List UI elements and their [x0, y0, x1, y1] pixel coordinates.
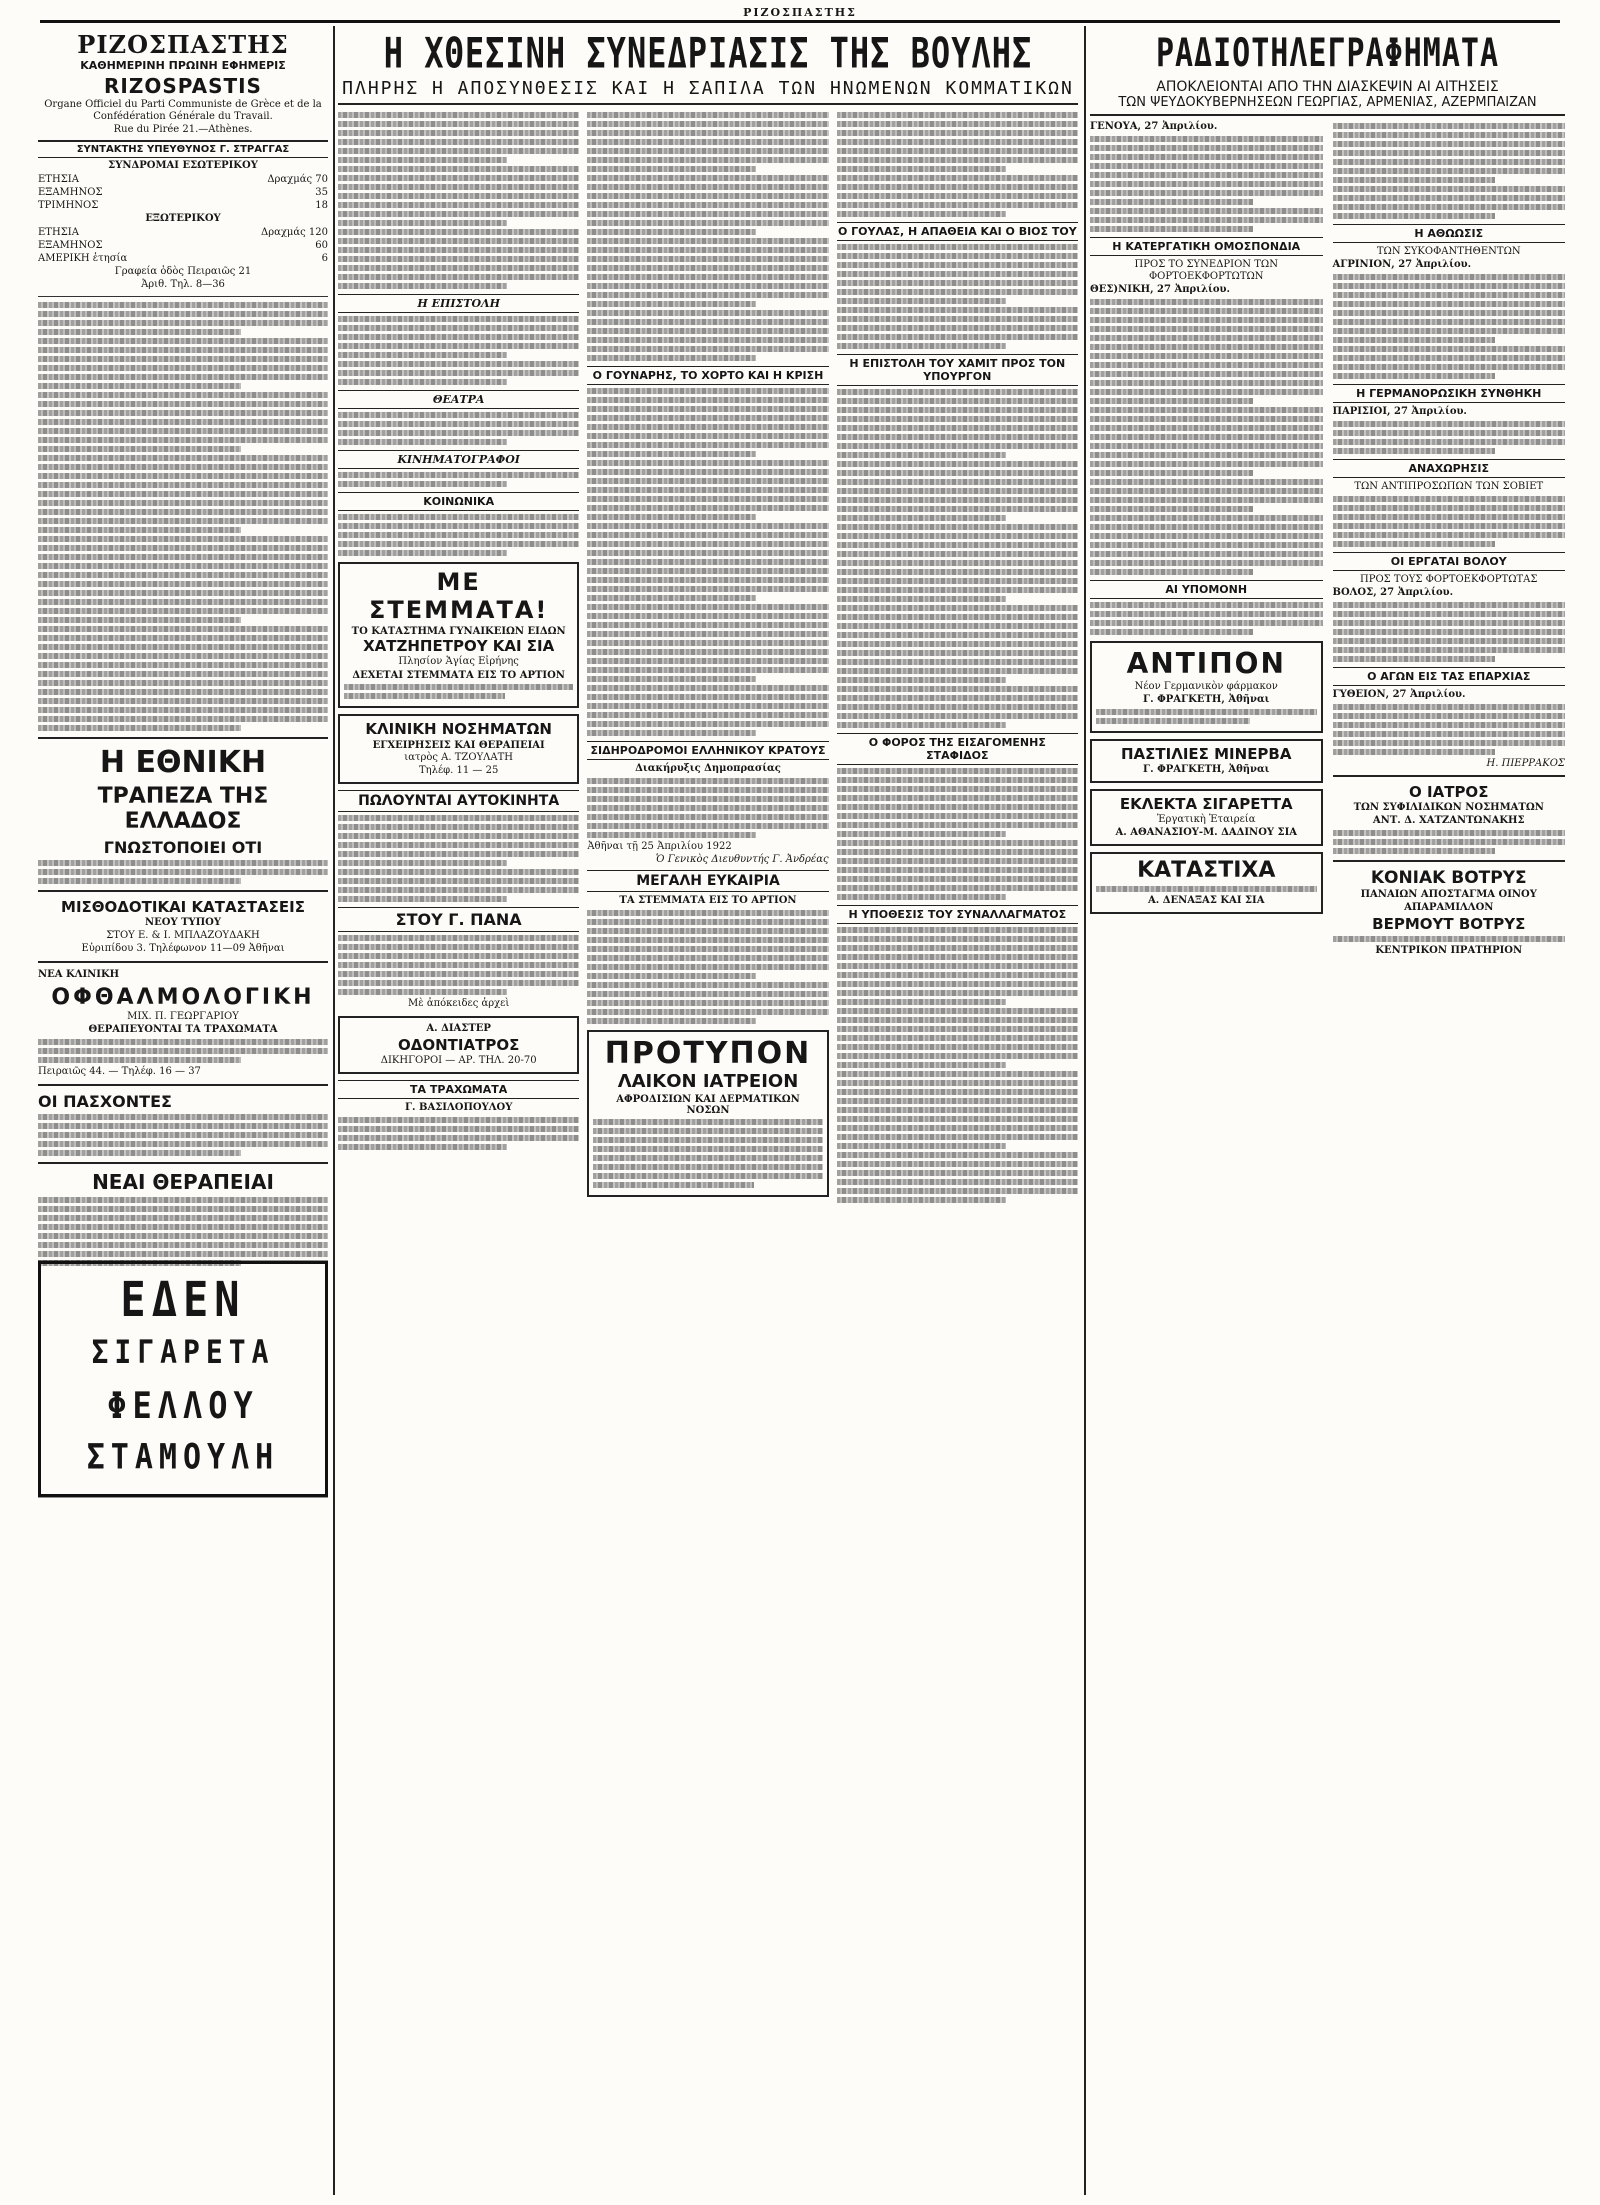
- subscription-row: ΕΞΑΜΗΝΟΣ 35: [38, 187, 328, 198]
- subscription-row: ΕΞΑΜΗΝΟΣ 60: [38, 240, 328, 251]
- ad-eye-clinic: ΝΕΑ ΚΛΙΝΙΚΗ ΟΦΘΑΛΜΟΛΟΓΙΚΗ ΜΙΧ. Π. ΓΕΩΡΓΑΡΙΟΥ ΘΕΡΑΠΕΥΟΝΤΑΙ ΤΑ ΤΡΑΧΩΜΑΤΑ Πειραιῶς 44. — Τηλέφ. 16 — 37: [38, 969, 328, 1078]
- ad-botrys: ΚΟΝΙΑΚ ΒΟΤΡΥΣ ΠΑΝΑΙΩΝ ΑΠΟΣΤΑΓΜΑ ΟΙΝΟΥ ΑΠΑΡΑΜΙΛΛΟΝ ΒΕΡΜΟΥΤ ΒΟΤΡΥΣ ΚΕΝΤΡΙΚΟΝ ΠΡΑΤΗΡΙΟΝ: [1333, 868, 1566, 957]
- ad-doctor: Ο ΙΑΤΡΟΣ ΤΩΝ ΣΥΦΙΛΙΔΙΚΩΝ ΝΟΣΗΜΑΤΩΝ ΑΝΤ. Δ. ΧΑΤΖΑΝΤΩΝΑΚΗΣ: [1333, 783, 1566, 854]
- column-d: [1090, 120, 1323, 958]
- subscription-row: ΑΜΕΡΙΚΗ ἐτησία 6: [38, 253, 328, 264]
- column-e: [1333, 120, 1566, 958]
- editor-line: ΣΥΝΤΑΚΤΗΣ ΥΠΕΥΘΥΝΟΣ Γ. ΣΤΡΑΓΓΑΣ: [38, 140, 328, 158]
- ad-dentist: Α. ΔΙΑΣΤΕΡ ΟΔΟΝΤΙΑΤΡΟΣ ΔΙΚΗΓΟΡΟΙ — ΑΡ. ΤΗΛ. 20-70: [338, 1016, 579, 1074]
- section-subheading: ΠΡΟΣ ΤΟΥΣ ΦΟΡΤΟΕΚΦΟΡΤΩΤΑΣ: [1360, 574, 1538, 585]
- dateline: ΓΥΘΕΙΟΝ, 27 Ἀπριλίου.: [1332, 689, 1466, 700]
- masthead-title: ΡΙΖΟΣΠΑΣΤΗΣ: [77, 30, 289, 59]
- ad-eden-cigarettes: ΕΔΕΝ ΣΙΓΑΡΕΤΑ ΦΕΛΛΟΥ ΣΤΑΜΟΥΛΗ: [38, 1261, 328, 1498]
- ad-note: Μὲ ἀπόκειδες ἀρχεὶ: [408, 998, 510, 1009]
- section-subheading: ΤΑ ΣΤΕΜΜΑΤΑ ΕΙΣ ΤΟ ΑΡΤΙΟΝ: [619, 895, 797, 906]
- ad-ledgers: ΚΑΤΑΣΤΙΧΑ Α. ΔΕΝΑΞΑΣ ΚΑΙ ΣΙΑ: [1090, 852, 1323, 914]
- column-b: [587, 109, 828, 1206]
- section-heading: ΑΙ ΥΠΟΜΟΝΗ: [1090, 580, 1323, 599]
- latin-subtitle: Organe Officiel du Parti Communiste de Grèce et de la Confédération Générale du Travail.: [44, 99, 322, 122]
- radiotelegrams-headline: ΡΑΔΙΟΤΗΛΕΓΡΑΦΗΜΑΤΑ: [1155, 30, 1500, 77]
- ad-clinic: ΚΛΙΝΙΚΗ ΝΟΣΗΜΑΤΩΝ ΕΓΧΕΙΡΗΣΕΙΣ ΚΑΙ ΘΕΡΑΠΕΙΑΙ ιατρὸς Α. ΤΖΟΥΛΑΤΗ Τηλέφ. 11 — 25: [338, 714, 579, 784]
- section-subheading: ΤΩΝ ΣΥΚΟΦΑΝΤΗΘΕΝΤΩΝ: [1376, 246, 1521, 257]
- section-heading: ΤΑ ΤΡΑΧΩΜΑΤΑ: [338, 1080, 579, 1099]
- main-headline: Η ΧΘΕΣΙΝΗ ΣΥΝΕΔΡΙΑΣΙΣ ΤΗΣ ΒΟΥΛΗΣ: [383, 28, 1033, 78]
- section-heading: ΟΙ ΠΑΣΧΟΝΤΕΣ: [38, 1092, 172, 1111]
- section-heading: Η ΥΠΟΘΕΣΙΣ ΤΟΥ ΣΥΝΑΛΛΑΓΜΑΤΟΣ: [837, 905, 1078, 924]
- section-heading: ΚΟΙΝΩΝΙΚΑ: [338, 492, 579, 511]
- subscriptions-title: ΣΥΝΔΡΟΜΑΙ ΕΣΩΤΕΡΙΚΟΥ: [108, 160, 258, 171]
- subscription-row: ΤΡΙΜΗΝΟΣ 18: [38, 200, 328, 211]
- masthead-subtitle: ΚΑΘΗΜΕΡΙΝΗ ΠΡΩΙΝΗ ΕΦΗΜΕΡΙΣ: [80, 59, 286, 72]
- doctor-name: Γ. ΒΑΣΙΛΟΠΟΥΛΟΥ: [404, 1102, 513, 1113]
- section-heading: ΜΕΓΑΛΗ ΕΥΚΑΙΡΙΑ: [587, 870, 828, 892]
- section-heading: Η ΕΠΙΣΤΟΛΗ ΤΟΥ ΧΑΜΙΤ ΠΡΟΣ ΤΟΝ ΥΠΟΥΡΓΟΝ: [837, 354, 1078, 386]
- section-heading: ΑΝΑΧΩΡΗΣΙΣ: [1333, 459, 1566, 478]
- phone-line: Ἀριθ. Τηλ. 8—36: [141, 279, 225, 290]
- subscription-row: ΕΤΗΣΙΑ Δραχμάς 120: [38, 227, 328, 238]
- radiotelegrams-subheadline: ΑΠΟΚΛΕΙΟΝΤΑΙ ΑΠΟ ΤΗΝ ΔΙΑΣΚΕΨΙΝ ΑΙ ΑΙΤΗΣΕΙΣ: [1156, 79, 1499, 95]
- section-heading: ΠΩΛΟΥΝΤΑΙ ΑΥΤΟΚΙΝΗΤΑ: [338, 790, 579, 812]
- section-heading: Η ΕΠΙΣΤΟΛΗ: [338, 294, 579, 313]
- article-text: [38, 302, 328, 731]
- dateline: ΑΓΡΙΝΙΟΝ, 27 Ἀπριλίου.: [1332, 259, 1472, 270]
- section-heading: ΚΙΝΗΜΑΤΟΓΡΑΦΟΙ: [338, 450, 579, 469]
- latin-title: RIZOSPASTIS: [104, 74, 262, 98]
- column-rule: [333, 26, 335, 2195]
- main-subheadline: ΠΛΗΡΗΣ Η ΑΠΟΣΥΝΘΕΣΙΣ ΚΑΙ Η ΣΑΠΙΛΑ ΤΩΝ ΗΝΩΜΕΝΩΝ ΚΟΜΜΑΤΙΚΩΝ: [338, 78, 1078, 105]
- column-c: [837, 109, 1078, 1206]
- section-heading: ΝΕΑΙ ΘΕΡΑΠΕΙΑΙ: [92, 1170, 274, 1194]
- ad-wreaths: ΜΕ ΣΤΕΜΜΑΤΑ! ΤΟ ΚΑΤΑΣΤΗΜΑ ΓΥΝΑΙΚΕΙΩΝ ΕΙΔΩΝ ΧΑΤΖΗΠΕΤΡΟΥ ΚΑΙ ΣΙΑ Πλησίον Ἁγίας Εἰρήνης ΔΕΧΕΤΑΙ ΣΤΕΜΜΑΤΑ ΕΙΣ ΤΟ ΑΡΤΙΟΝ: [338, 562, 579, 708]
- section-heading: Ο ΦΟΡΟΣ ΤΗΣ ΕΙΣΑΓΟΜΕΝΗΣ ΣΤΑΦΙΔΟΣ: [837, 733, 1078, 765]
- dateline: ΓΕΝΟΥΑ, 27 Ἀπριλίου.: [1090, 121, 1218, 132]
- ad-national-bank: Η ΕΘΝΙΚΗ ΤΡΑΠΕΖΑ ΤΗΣ ΕΛΛΑΔΟΣ ΓΝΩΣΤΟΠΟΙΕΙ ΟΤΙ: [38, 745, 328, 884]
- column-a: [338, 109, 579, 1206]
- section-heading: Ο ΓΟΥΛΑΣ, Η ΑΠΑΘΕΙΑ ΚΑΙ Ο ΒΙΟΣ ΤΟΥ: [837, 222, 1078, 241]
- dateline: ΘΕΣ)ΝΙΚΗ, 27 Ἀπριλίου.: [1090, 284, 1230, 295]
- radiotelegrams-subheadline-2: ΤΩΝ ΨΕΥΔΟΚΥΒΕΡΝΗΣΕΩΝ ΓΕΩΡΓΙΑΣ, ΑΡΜΕΝΙΑΣ, ΑΖΕΡΜΠΑΙΖΑΝ: [1090, 95, 1565, 116]
- section-subheading: ΠΡΟΣ ΤΟ ΣΥΝΕΔΡΙΟΝ ΤΩΝ ΦΟΡΤΟΕΚΦΟΡΤΩΤΩΝ: [1134, 259, 1278, 282]
- subscription-row: ΕΤΗΣΙΑ Δραχμάς 70: [38, 174, 328, 185]
- address-line: Rue du Pirée 21.—Athènes.: [113, 124, 253, 135]
- dateline: ΒΟΛΟΣ, 27 Ἀπριλίου.: [1332, 587, 1454, 598]
- left-column: [38, 26, 328, 2195]
- notice-date: Ἀθῆναι τῇ 25 Ἀπριλίου 1922: [587, 841, 732, 852]
- section-heading: Ο ΑΓΩΝ ΕΙΣ ΤΑΣ ΕΠΑΡΧΙΑΣ: [1333, 667, 1566, 686]
- parliament-report: [338, 26, 1078, 2195]
- running-head: ΡΙΖΟΣΠΑΣΤΗΣ: [40, 6, 1560, 23]
- right-column: [1090, 26, 1565, 2195]
- column-rule: [1084, 26, 1086, 2195]
- section-heading: Ο ΓΟΥΝΑΡΗΣ, ΤΟ ΧΟΡΤΟ ΚΑΙ Η ΚΡΙΣΗ: [587, 366, 828, 385]
- subscriptions-ext-title: ΕΞΩΤΕΡΙΚΟΥ: [145, 213, 221, 224]
- ad-minerva: ΠΑΣΤΙΛΙΕΣ ΜΙΝΕΡΒΑ Γ. ΦΡΑΓΚΕΤΗ, Ἀθῆναι: [1090, 739, 1323, 783]
- dateline: ΠΑΡΙΣΙΟΙ, 27 Ἀπριλίου.: [1332, 406, 1467, 417]
- section-heading: ΣΤΟΥ Γ. ΠΑΝΑ: [338, 907, 579, 932]
- signature: Η. ΠΙΕΡΡΑΚΟΣ: [1486, 758, 1565, 769]
- section-heading: ΘΕΑΤΡΑ: [338, 390, 579, 409]
- section-heading: ΣΙΔΗΡΟΔΡΟΜΟΙ ΕΛΛΗΝΙΚΟΥ ΚΡΑΤΟΥΣ: [587, 741, 828, 760]
- notice-signature: Ὁ Γενικὸς Διευθυντής Γ. Ἀνδρέας: [655, 854, 829, 865]
- office-line: Γραφεία ὁδὸς Πειραιῶς 21: [114, 266, 252, 277]
- ad-cigarettes: ΕΚΛΕΚΤΑ ΣΙΓΑΡΕΤΤΑ Ἐργατικὴ Ἐταιρεία Α. ΑΘΑΝΑΣΙΟΥ-Μ. ΔΑΔΙΝΟΥ ΣΙΑ: [1090, 789, 1323, 846]
- notice-title: Διακήρυξις Δημοπρασίας: [635, 763, 781, 774]
- ad-antipon: ΑΝΤΙΠΟΝ Νέον Γερμανικὸν φάρμακον Γ. ΦΡΑΓΚΕΤΗ, Ἀθῆναι: [1090, 641, 1323, 733]
- ad-protypon-clinic: ΠΡΟΤΥΠΟΝ ΛΑΙΚΟΝ ΙΑΤΡΕΙΟΝ ΑΦΡΟΔΙΣΙΩΝ ΚΑΙ ΔΕΡΜΑΤΙΚΩΝ ΝΟΣΩΝ: [587, 1030, 828, 1197]
- section-heading: Η ΚΑΤΕΡΓΑΤΙΚΗ ΟΜΟΣΠΟΝΔΙΑ: [1090, 237, 1323, 256]
- section-heading: Η ΓΕΡΜΑΝΟΡΩΣΙΚΗ ΣΥΝΘΗΚΗ: [1333, 384, 1566, 403]
- section-subheading: ΤΩΝ ΑΝΤΙΠΡΟΣΩΠΩΝ ΤΩΝ ΣΟΒΙΕΤ: [1354, 481, 1544, 492]
- section-heading: ΟΙ ΕΡΓΑΤΑΙ ΒΟΛΟΥ: [1333, 552, 1566, 571]
- ad-payroll: ΜΙΣΘΟΔΟΤΙΚΑΙ ΚΑΤΑΣΤΑΣΕΙΣ ΝΕΟΥ ΤΥΠΟΥ ΣΤΟΥ Ε. & Ι. ΜΠΛΑΖΟΥΔΑΚΗ Εὐριπίδου 3. Τηλέφωνον 11—09 Ἀθῆναι: [61, 898, 305, 954]
- section-heading: Η ΑΘΩΩΣΙΣ: [1333, 224, 1566, 243]
